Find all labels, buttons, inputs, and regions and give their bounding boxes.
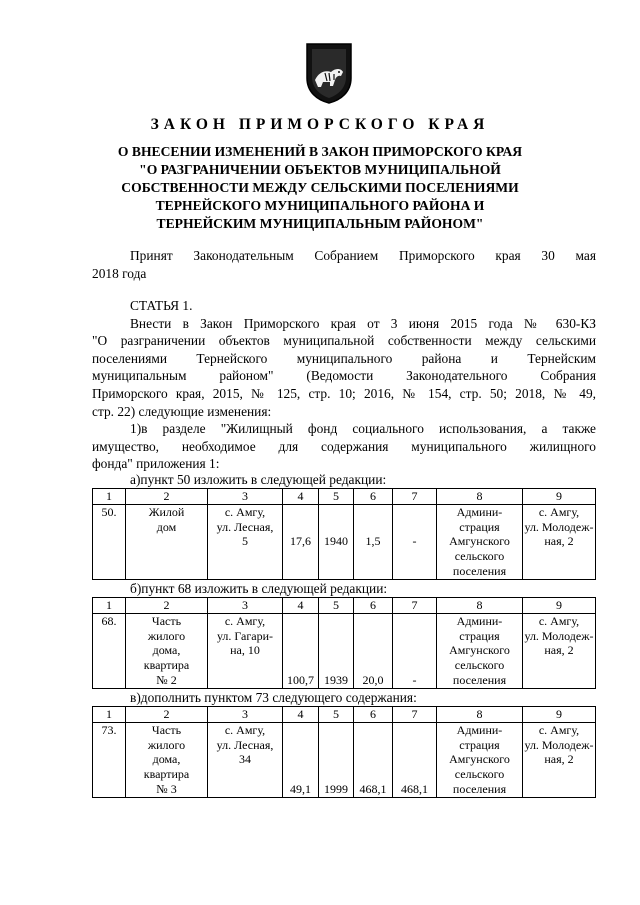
header-cell: 5 [319,489,354,505]
header-cell: 2 [126,489,208,505]
year-cell: 1999 [319,722,354,797]
cell-line: страция [459,628,500,643]
value-cell: - [393,504,437,579]
cell-line: дом [156,519,177,534]
table-b [92,597,596,689]
table-header-row [93,598,596,614]
header-cell: 5 [319,598,354,614]
cell-line: страция [459,737,500,752]
header-cell: 7 [393,598,437,614]
cell-line: поселения [452,781,507,796]
header-cell: 2 [126,598,208,614]
cell-line: с. Амгу, [224,613,266,628]
article-intro-line: Внести в Закон Приморского края от 3 июня 2015 года № 630-КЗ [130,315,596,331]
year-cell: 1939 [319,613,354,688]
header-cell: 6 [354,489,393,505]
article-intro-line: Приморского края, 2015, № 125, стр. 10; 2016, № 154, стр. 50; 2018, № 49, [92,385,596,401]
article-intro-line: стр. 22) следующие изменения: [92,403,272,419]
cell-line: дома, [152,643,181,658]
cell-line: Админи- [456,504,503,519]
adopted-statement [92,247,596,282]
cell-line: на, 10 [230,643,260,658]
coat-of-arms-emblem-icon [303,42,355,104]
address-cell [208,722,283,797]
adopted-line: 2018 года [92,265,147,281]
cell-line: ная, 2 [544,752,574,767]
cell-line: ул. Лесная, [216,737,274,752]
cell-line: ул. Лесная, [216,519,274,534]
subtitle-line: "О РАЗГРАНИЧЕНИИ ОБЪЕКТОВ МУНИЦИПАЛЬНОЙ [139,162,501,177]
header-cell: 4 [283,598,319,614]
header-cell: 9 [523,598,596,614]
table-row [93,722,596,797]
cell-line: с. Амгу, [538,504,580,519]
subtitle-line: ТЕРНЕЙСКОГО МУНИЦИПАЛЬНОГО РАЙОНА И [155,198,485,213]
header-cell: 3 [208,489,283,505]
cell-line: ул. Молодеж- [524,628,594,643]
cell-line: сельского [454,549,505,564]
header-cell: 1 [93,489,126,505]
cell-line: 34 [239,752,251,767]
table-row [93,504,596,579]
holder-address-cell [523,504,596,579]
cell-line: ная, 2 [544,643,574,658]
cell-line: поселения [452,672,507,687]
table-header-row [93,489,596,505]
cell-line: ная, 2 [544,534,574,549]
address-cell [208,613,283,688]
header-cell: 6 [354,598,393,614]
holder-cell [437,613,523,688]
year-cell: 1940 [319,504,354,579]
header-cell: 7 [393,707,437,723]
cell-line: сельского [454,658,505,673]
table-c-caption: в)дополнить пунктом 73 следующего содержания: [130,690,417,705]
table-a [92,488,596,580]
area-cell: 17,6 [283,504,319,579]
cell-line: поселения [452,563,507,578]
table-b-caption: б)пункт 68 изложить в следующей редакции: [130,581,388,596]
cell-line: квартира [143,658,190,673]
item-1-line: 1)в разделе "Жилищный фонд социального использования, а также [130,421,596,437]
cell-line: ул. Молодеж- [524,737,594,752]
row-number-cell: 50. [93,504,126,579]
value-cell: - [393,613,437,688]
law-subtitle [100,143,540,233]
cell-line: ул. Гагари- [216,628,274,643]
cell-line: Админи- [456,722,503,737]
header-cell: 1 [93,598,126,614]
object-name-cell [126,722,208,797]
article-heading: СТАТЬЯ 1. [130,298,193,313]
value-cell: 1,5 [354,504,393,579]
table-a-caption: а)пункт 50 изложить в следующей редакции: [130,472,387,487]
table-c [92,706,596,798]
cell-line: квартира [143,767,190,782]
cell-line: с. Амгу, [224,722,266,737]
law-title: ЗАКОН ПРИМОРСКОГО КРАЯ [150,116,490,133]
cell-line: ул. Молодеж- [524,519,594,534]
header-cell: 1 [93,707,126,723]
article-intro-line: поселениями Тернейского муниципального района и Тернейским [92,350,596,366]
header-cell: 4 [283,707,319,723]
article-1 [92,297,596,473]
header-cell: 9 [523,707,596,723]
subtitle-line: ТЕРНЕЙСКИМ МУНИЦИПАЛЬНЫМ РАЙОНОМ" [156,216,484,231]
value-cell: 468,1 [393,722,437,797]
cell-line: жилого [147,628,186,643]
cell-line: 5 [242,534,248,549]
header-cell: 5 [319,707,354,723]
header-cell: 3 [208,598,283,614]
header-cell: 4 [283,489,319,505]
holder-cell [437,722,523,797]
cell-line: № 2 [156,672,177,687]
header-cell: 9 [523,489,596,505]
header-cell: 6 [354,707,393,723]
cell-line: страция [459,519,500,534]
holder-address-cell [523,722,596,797]
header-cell: 8 [437,707,523,723]
table-row [93,613,596,688]
row-number-cell: 68. [93,613,126,688]
header-cell: 3 [208,707,283,723]
article-intro-line: "О разграничении объектов муниципальной собственности между сельскими [92,333,596,349]
cell-line: Часть [151,722,182,737]
cell-line: Амгунского [449,643,510,658]
cell-line: Амгунского [449,752,510,767]
holder-cell [437,504,523,579]
item-1-line: имущество, необходимое для содержания муниципального жилищного [92,438,596,454]
cell-line: № 3 [156,781,177,796]
cell-line: с. Амгу, [538,613,580,628]
object-name-cell [126,504,208,579]
header-cell: 7 [393,489,437,505]
cell-line: дома, [152,752,181,767]
cell-line: Амгунского [449,534,510,549]
subtitle-line: О ВНЕСЕНИИ ИЗМЕНЕНИЙ В ЗАКОН ПРИМОРСКОГО КРАЯ [117,144,523,159]
cell-line: Жилой [148,504,185,519]
cell-line: с. Амгу, [224,504,266,519]
cell-line: жилого [147,737,186,752]
value-cell: 468,1 [354,722,393,797]
object-name-cell [126,613,208,688]
adopted-line: Принят Законодательным Собранием Приморского края 30 мая [130,248,596,263]
header-cell: 8 [437,489,523,505]
subtitle-line: СОБСТВЕННОСТИ МЕЖДУ СЕЛЬСКИМИ ПОСЕЛЕНИЯМИ [121,180,519,195]
cell-line: Админи- [456,613,503,628]
article-intro-line: муниципальным районом" (Ведомости Законодательного Собрания [92,368,596,384]
area-cell: 100,7 [283,613,319,688]
header-cell: 8 [437,598,523,614]
row-number-cell: 73. [93,722,126,797]
header-cell: 2 [126,707,208,723]
holder-address-cell [523,613,596,688]
address-cell [208,504,283,579]
value-cell: 20,0 [354,613,393,688]
table-header-row [93,707,596,723]
cell-line: с. Амгу, [538,722,580,737]
item-1-line: фонда" приложения 1: [92,456,220,472]
area-cell: 49,1 [283,722,319,797]
cell-line: сельского [454,767,505,782]
cell-line: Часть [151,613,182,628]
